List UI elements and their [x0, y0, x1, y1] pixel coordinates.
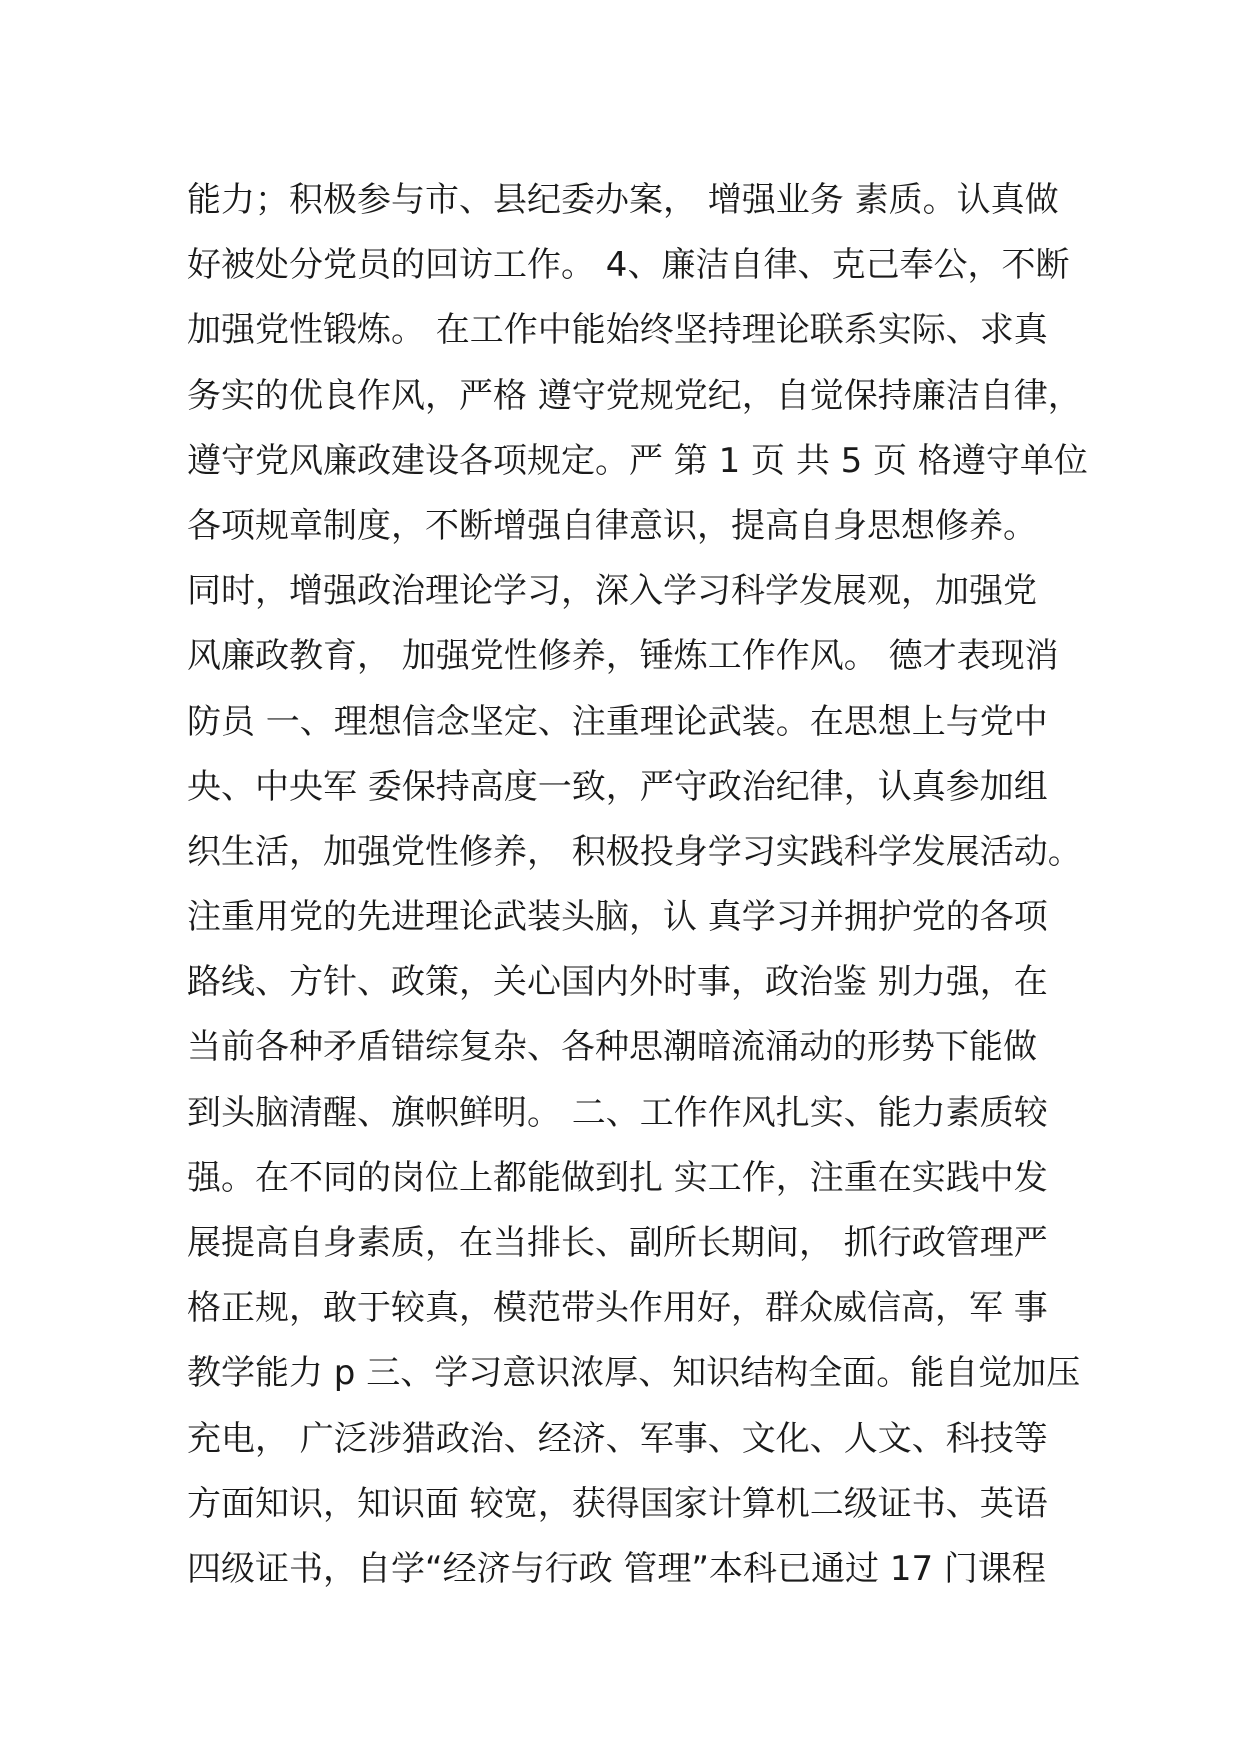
- text-line: 风廉政教育， 加强党性修养，锤炼工作作风。 德才表现消: [187, 636, 1059, 677]
- text-line: 各项规章制度，不断增强自律意识，提高自身思想修养。: [187, 505, 1037, 546]
- body-text: [187, 168, 1087, 1602]
- text-line: 充电， 广泛涉猎政治、经济、军事、文化、人文、科技等: [187, 1418, 1048, 1459]
- text-line: 注重用党的先进理论武装头脑，认 真学习并拥护党的各项: [187, 897, 1048, 938]
- text-line: 同时，增强政治理论学习，深入学习科学发展观，加强党: [187, 571, 1037, 612]
- text-line: 格正规，敢于较真，模范带头作用好，群众威信高，军 事: [187, 1288, 1048, 1329]
- text-line: 教学能力 p 三、学习意识浓厚、知识结构全面。能自觉加压: [187, 1353, 1081, 1394]
- text-line: 展提高自身素质，在当排长、副所长期间， 抓行政管理严: [187, 1223, 1048, 1263]
- text-line: 方面知识，知识面 较宽，获得国家计算机二级证书、英语: [187, 1483, 1048, 1524]
- text-line: 到头脑清醒、旗帜鲜明。 二、工作作风扎实、能力素质较: [187, 1092, 1048, 1133]
- text-line: 能力；积极参与市、县纪委办案， 增强业务 素质。认真做: [187, 180, 1059, 220]
- text-line: 织生活，加强党性修养， 积极投身学习实践科学发展活动。: [187, 831, 1082, 872]
- text-line: 防员 一、理想信念坚定、注重理论武装。在思想上与党中: [187, 701, 1048, 742]
- text-line-with-page-number: 遵守党风廉政建设各项规定。严 第 1 页 共 5 页 格遵守单位: [187, 440, 1088, 481]
- text-line: 加强党性锻炼。 在工作中能始终坚持理论联系实际、求真: [187, 310, 1048, 351]
- text-line: 当前各种矛盾错综复杂、各种思潮暗流涌动的形势下能做: [187, 1027, 1037, 1068]
- text-line: 强。在不同的岗位上都能做到扎 实工作，注重在实践中发: [187, 1157, 1048, 1198]
- text-line: 四级证书，自学“经济与行政 管理”本科已通过 17 门课程: [187, 1548, 1046, 1589]
- text-line: 好被处分党员的回访工作。 4、廉洁自律、克己奉公，不断: [187, 245, 1070, 286]
- text-line: 务实的优良作风，严格 遵守党规党纪，自觉保持廉洁自律，: [187, 375, 1082, 416]
- text-line: 央、中央军 委保持高度一致，严守政治纪律，认真参加组: [187, 766, 1048, 807]
- text-line: 路线、方针、政策，关心国内外时事，政治鉴 别力强，在: [187, 962, 1048, 1003]
